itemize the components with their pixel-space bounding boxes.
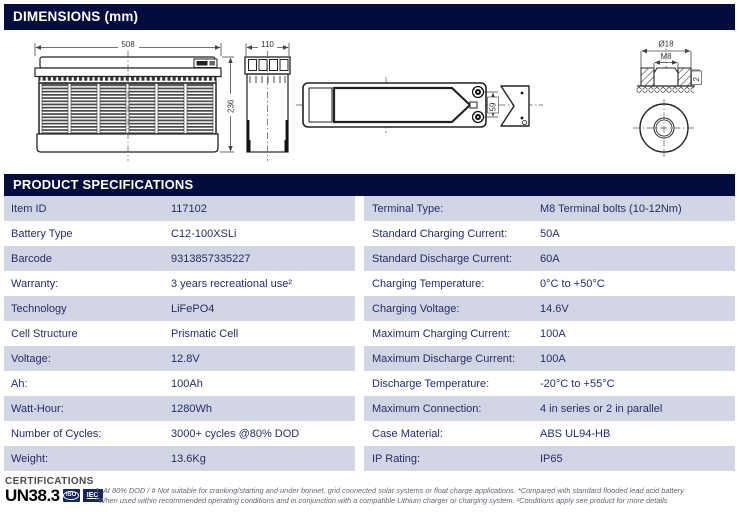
spec-value: 50A bbox=[540, 227, 560, 240]
spec-value: LiFePO4 bbox=[171, 302, 215, 315]
spec-label: Ah: bbox=[11, 377, 28, 390]
terminal-top-view bbox=[633, 99, 695, 157]
spec-value: 100A bbox=[540, 327, 566, 340]
spec-value: 9313857335227 bbox=[171, 252, 251, 265]
spec-label: Charging Temperature: bbox=[372, 277, 485, 290]
top-view bbox=[296, 77, 543, 133]
spec-label: Barcode bbox=[11, 252, 52, 265]
spec-label: Item ID bbox=[11, 202, 47, 215]
table-row bbox=[364, 246, 735, 271]
terminal-thread-label: M8 bbox=[660, 52, 672, 61]
spec-value: 100Ah bbox=[171, 377, 203, 390]
table-row bbox=[4, 396, 355, 421]
spec-value: 1280Wh bbox=[171, 402, 212, 415]
table-row bbox=[364, 321, 735, 346]
certifications-block bbox=[5, 476, 103, 503]
front-base bbox=[37, 134, 218, 152]
specs-section-title: PRODUCT SPECIFICATIONS bbox=[4, 174, 735, 196]
table-row bbox=[4, 271, 355, 296]
spec-value: -20°C to +55°C bbox=[540, 377, 615, 390]
table-row bbox=[364, 221, 735, 246]
dimensions-section-title: DIMENSIONS (mm) bbox=[4, 4, 735, 30]
plate-thickness-label: 2 bbox=[692, 77, 701, 82]
spec-label: Case Material: bbox=[372, 427, 443, 440]
spec-label: Warranty: bbox=[11, 277, 59, 290]
front-view bbox=[35, 39, 236, 161]
table-row bbox=[364, 421, 735, 446]
front-grille bbox=[42, 84, 213, 133]
front-height-label: 236 bbox=[226, 99, 236, 113]
spec-label: Weight: bbox=[11, 452, 49, 465]
front-width-label: 508 bbox=[121, 40, 135, 49]
spec-label: Terminal Type: bbox=[372, 202, 444, 215]
table-row bbox=[4, 421, 355, 446]
spec-value: 13.6Kg bbox=[171, 452, 206, 465]
spec-label: Maximum Connection: bbox=[372, 402, 482, 415]
table-row bbox=[4, 446, 355, 471]
table-row bbox=[4, 196, 355, 221]
spec-value: ABS UL94-HB bbox=[540, 427, 611, 440]
certifications-title: CERTIFICATIONS bbox=[5, 476, 94, 487]
spec-value: C12-100XSLi bbox=[171, 227, 237, 240]
spec-value: 4 in series or 2 in parallel bbox=[540, 402, 663, 415]
spec-label: Charging Voltage: bbox=[372, 302, 460, 315]
plate-thickness-dimension bbox=[691, 70, 702, 85]
spec-label: Battery Type bbox=[11, 227, 73, 240]
table-row bbox=[364, 446, 735, 471]
spec-table-right bbox=[364, 196, 735, 471]
spec-label: Technology bbox=[11, 302, 67, 315]
terminal-detail bbox=[633, 39, 702, 157]
spec-label: Cell Structure bbox=[11, 327, 78, 340]
footnote-line-2: ^When used within recommended operating conditions and in conjunction with a compatible Lithium charger or charging system. ²Conditions apply see product for more details bbox=[95, 495, 668, 505]
spec-value: Prismatic Cell bbox=[171, 327, 239, 340]
table-row bbox=[4, 221, 355, 246]
dimension-drawings bbox=[0, 30, 739, 172]
spec-value: 3000+ cycles @80% DOD bbox=[171, 427, 300, 440]
vent-strip bbox=[39, 77, 216, 84]
table-row bbox=[364, 196, 735, 221]
terminal-nut-profile bbox=[654, 68, 678, 86]
terminal-negative bbox=[473, 112, 484, 123]
iec-logo: IEC bbox=[83, 489, 103, 502]
table-row bbox=[364, 346, 735, 371]
brand-logo bbox=[194, 59, 217, 68]
spec-label: Discharge Temperature: bbox=[372, 377, 490, 390]
spec-value: 12.8V bbox=[171, 352, 200, 365]
spec-label: Maximum Discharge Current: bbox=[372, 352, 516, 365]
table-row bbox=[364, 271, 735, 296]
footnotes bbox=[95, 486, 735, 505]
spec-value: IP65 bbox=[540, 452, 563, 465]
un38-3-mark: UN38.3 bbox=[5, 486, 60, 505]
spec-value: 100A bbox=[540, 352, 566, 365]
terminal-spacing-label: 59 bbox=[488, 102, 498, 112]
terminal-positive bbox=[473, 87, 484, 98]
table-row bbox=[364, 396, 735, 421]
spec-value: 117102 bbox=[171, 202, 207, 215]
spec-label: Number of Cycles: bbox=[11, 427, 102, 440]
terminal-diameter-label: Ø18 bbox=[658, 39, 674, 49]
spec-value: 0°C to +50°C bbox=[540, 277, 605, 290]
front-height-dimension bbox=[220, 57, 236, 152]
table-row bbox=[4, 246, 355, 271]
spec-value: 3 years recreational use² bbox=[171, 277, 293, 290]
hold-down-bracket bbox=[501, 86, 529, 126]
spec-label: IP Rating: bbox=[372, 452, 421, 465]
spec-label: Standard Charging Current: bbox=[372, 227, 508, 240]
table-row bbox=[4, 321, 355, 346]
spec-label: Watt-Hour: bbox=[11, 402, 64, 415]
footnote-line-1: 1. At 80% DOD / # Not suitable for cranking/starting and under bonnet, grid connected solar systems or float charge applications. *Compared with standard flooded lead acid battery. bbox=[95, 486, 686, 495]
terminal-thread-dimension bbox=[654, 52, 678, 68]
spec-value: M8 Terminal bolts (10-12Nm) bbox=[540, 202, 682, 215]
table-row bbox=[4, 296, 355, 321]
spec-label: Maximum Charging Current: bbox=[372, 327, 511, 340]
spec-value: 60A bbox=[540, 252, 560, 265]
table-row bbox=[4, 346, 355, 371]
spec-label: Standard Discharge Current: bbox=[372, 252, 513, 265]
ground-hatch bbox=[636, 87, 694, 93]
spec-table-left bbox=[4, 196, 355, 471]
table-row bbox=[4, 371, 355, 396]
side-view bbox=[245, 39, 290, 161]
spec-value: 14.6V bbox=[540, 302, 569, 315]
side-width-label: 110 bbox=[261, 40, 274, 49]
spec-label: Voltage: bbox=[11, 352, 51, 365]
iso-logo: ISO bbox=[63, 489, 80, 502]
table-row bbox=[364, 371, 735, 396]
top-panel bbox=[334, 88, 470, 122]
table-row bbox=[364, 296, 735, 321]
